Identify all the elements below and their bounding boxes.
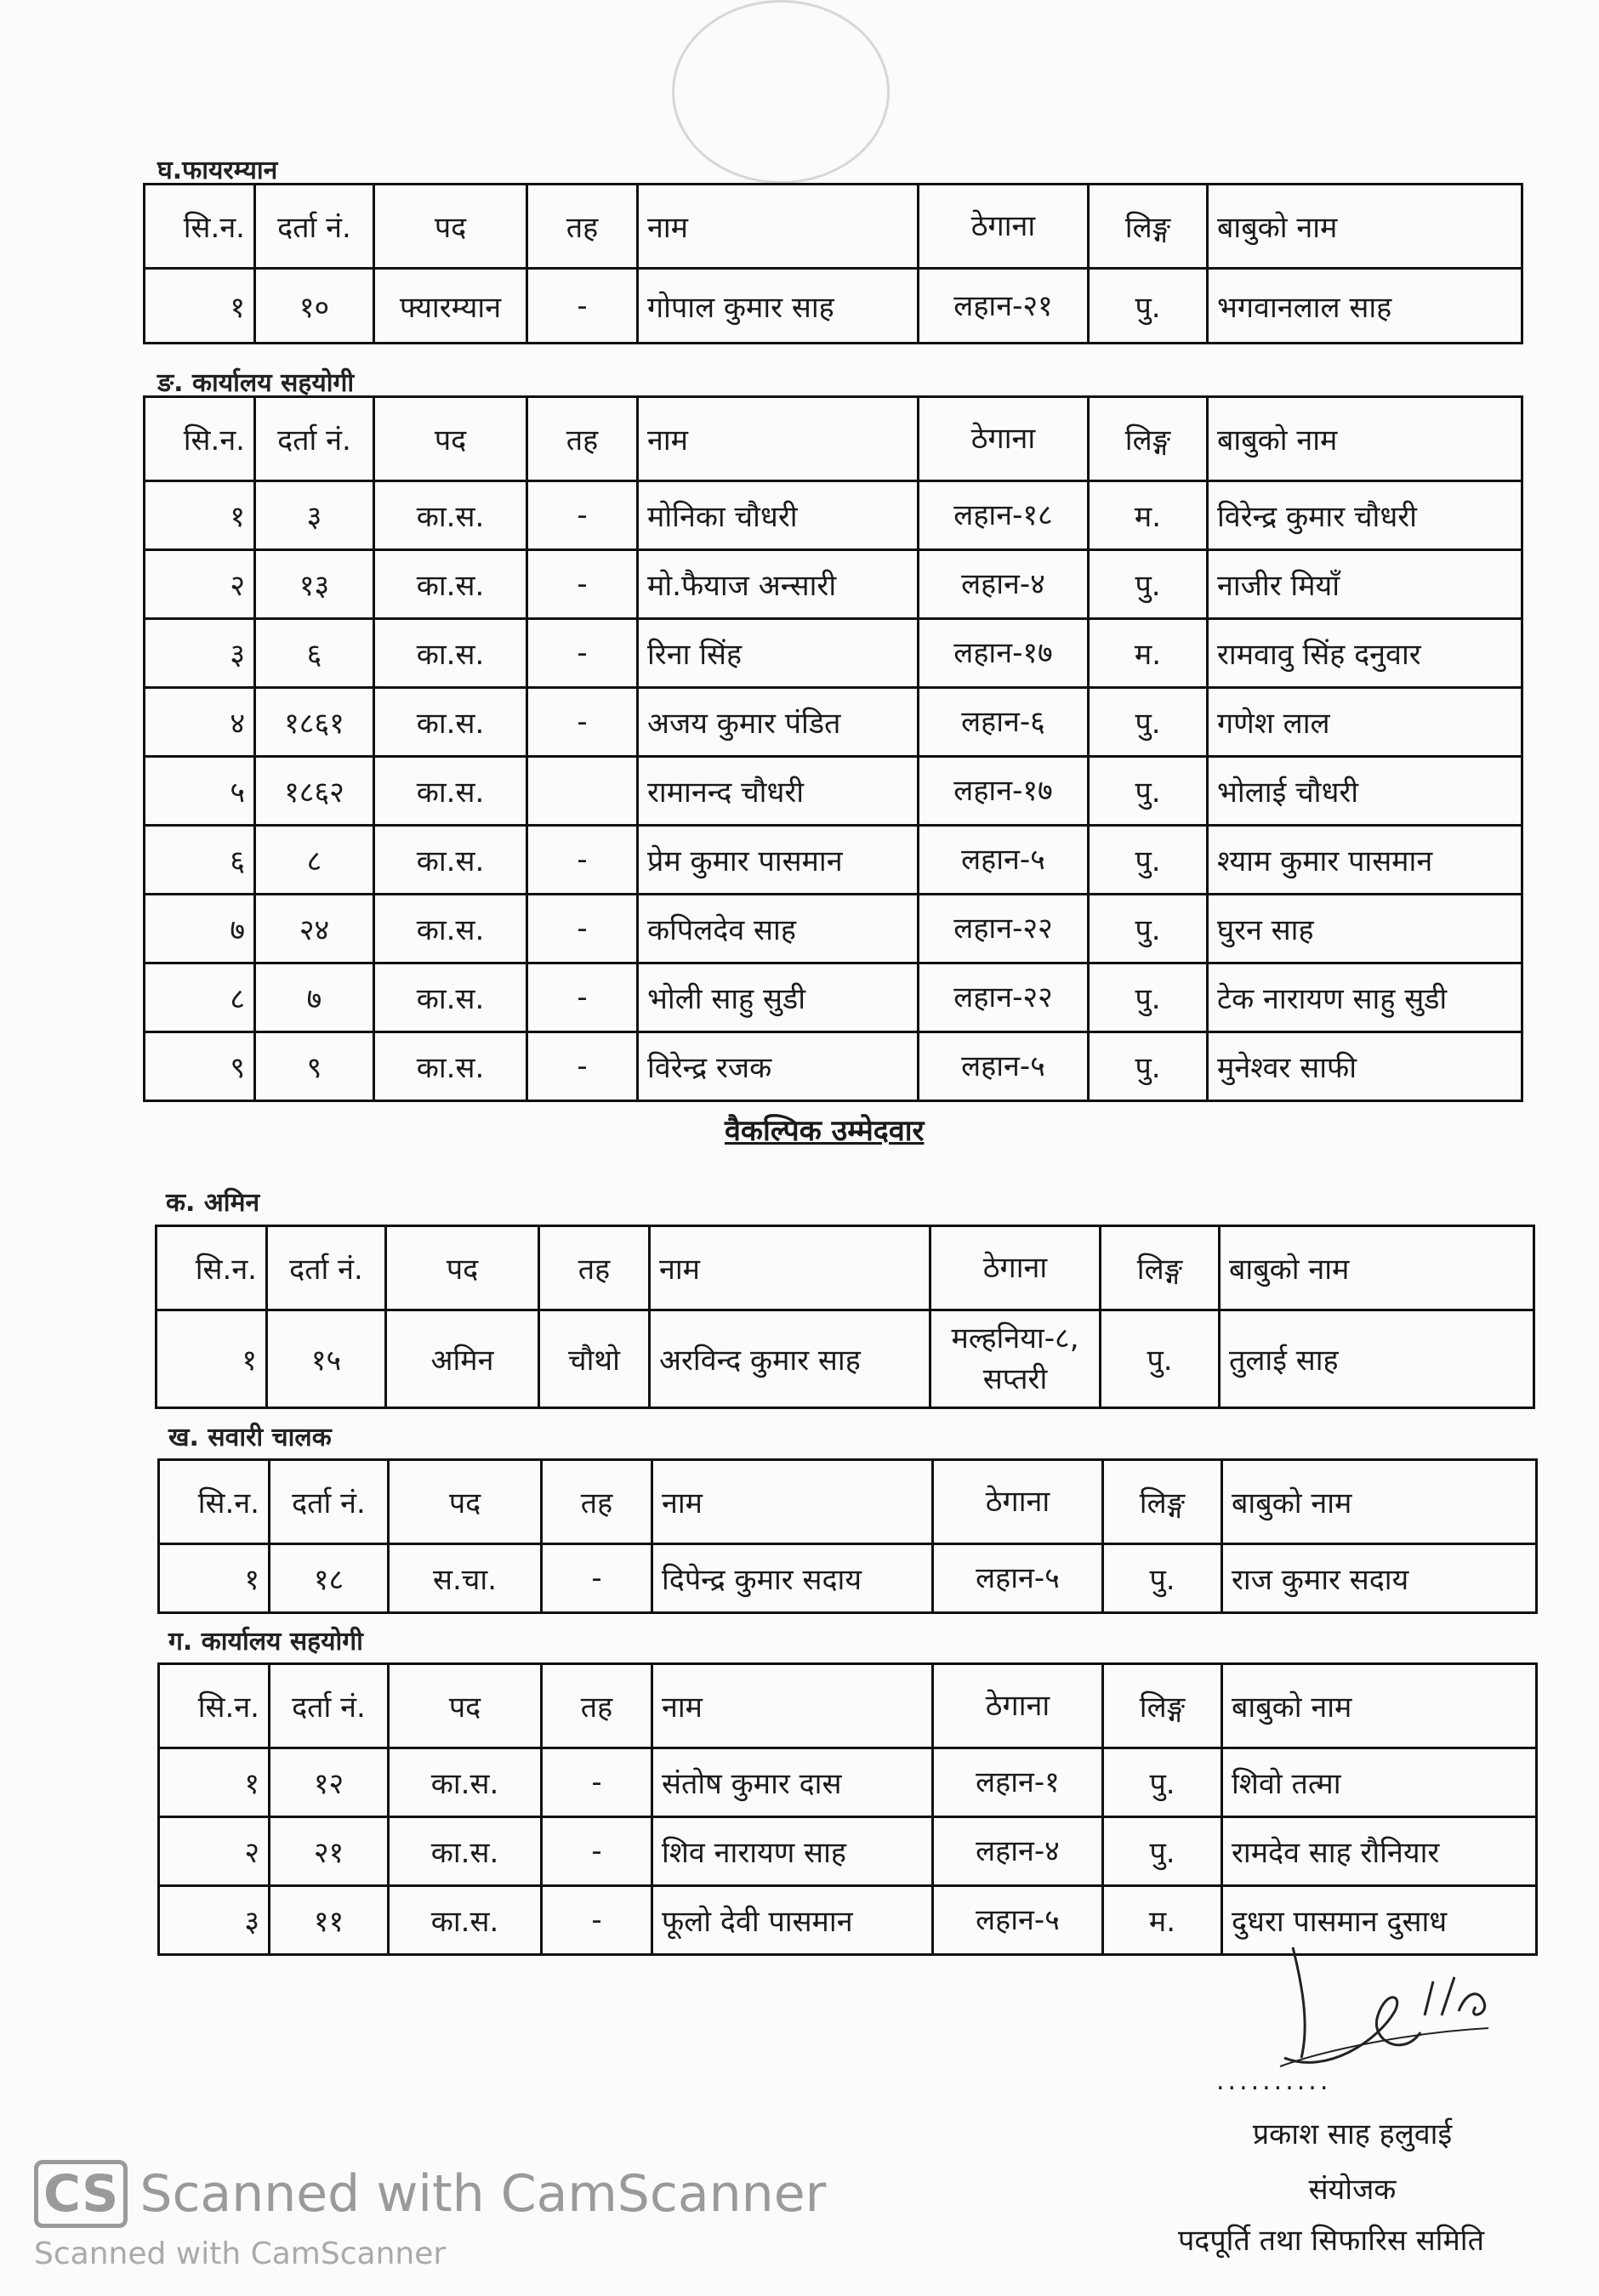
cell-name: अरविन्द कुमार साह <box>650 1310 930 1408</box>
cell-address: लहान-४ <box>933 1817 1103 1886</box>
cell-level: - <box>542 1544 652 1613</box>
cell-name: संतोष कुमार दास <box>652 1748 933 1817</box>
cell-father-name: भोलाई चौधरी <box>1208 757 1522 826</box>
column-header-post: पद <box>389 1460 542 1544</box>
cell-registration-number: १० <box>255 269 374 344</box>
cell-address: लहान-५ <box>919 1032 1089 1101</box>
table-header-row <box>159 1460 1537 1544</box>
cell-name: दिपेन्द्र कुमार सदाय <box>652 1544 933 1613</box>
signatory-name: प्रकाश साह हलुवाई <box>1252 2117 1453 2151</box>
cell-post: फ्यारम्यान <box>374 269 527 344</box>
table-row <box>159 1748 1537 1817</box>
cell-name: रामानन्द चौधरी <box>638 757 919 826</box>
cell-father-name: रामदेव साह रौनियार <box>1222 1817 1537 1886</box>
table-header-row <box>145 185 1522 269</box>
column-header-level: तह <box>542 1460 652 1544</box>
table-row <box>156 1310 1534 1408</box>
table-row <box>145 619 1522 688</box>
cell-serial-number: २ <box>145 550 255 619</box>
cell-gender: पु. <box>1101 1310 1220 1408</box>
cell-serial-number: १ <box>145 269 255 344</box>
cell-name: भोली साहु सुडी <box>638 963 919 1032</box>
cell-father-name: रामवावु सिंह दनुवार <box>1208 619 1522 688</box>
cell-post: का.स. <box>374 757 527 826</box>
cell-serial-number: ७ <box>145 895 255 963</box>
column-header-level: तह <box>539 1226 650 1310</box>
cell-address: लहान-४ <box>919 550 1089 619</box>
table-header-row <box>159 1664 1537 1748</box>
cell-address: लहान-१७ <box>919 619 1089 688</box>
camscanner-watermark-small: Scanned with CamScanner <box>34 2236 447 2271</box>
cell-post: का.स. <box>389 1817 542 1886</box>
column-header-gender: लिङ्ग <box>1103 1664 1222 1748</box>
cell-father-name: टेक नारायण साहु सुडी <box>1208 963 1522 1032</box>
column-header-address: ठेगाना <box>933 1664 1103 1748</box>
cell-gender: पु. <box>1089 963 1208 1032</box>
section-title-driver: ख. सवारी चालक <box>168 1423 332 1452</box>
cell-serial-number: १ <box>145 481 255 550</box>
cell-post: स.चा. <box>389 1544 542 1613</box>
cell-gender: पु. <box>1089 1032 1208 1101</box>
column-header-post: पद <box>389 1664 542 1748</box>
cell-serial-number: ८ <box>145 963 255 1032</box>
table-row <box>145 481 1522 550</box>
cell-address: लहान-५ <box>919 826 1089 895</box>
cell-serial-number: ५ <box>145 757 255 826</box>
column-header-father-name: बाबुको नाम <box>1208 397 1522 481</box>
cell-gender: पु. <box>1089 550 1208 619</box>
cell-level <box>527 757 638 826</box>
cell-registration-number: १८६१ <box>255 688 374 757</box>
table-row <box>145 1032 1522 1101</box>
cell-address: लहान-२१ <box>919 269 1089 344</box>
cell-gender: पु. <box>1089 757 1208 826</box>
cell-name: कपिलदेव साह <box>638 895 919 963</box>
column-header-name: नाम <box>650 1226 930 1310</box>
faded-stamp <box>672 0 890 184</box>
cell-father-name: श्याम कुमार पासमान <box>1208 826 1522 895</box>
cell-gender: पु. <box>1103 1817 1222 1886</box>
firefighter-table <box>143 183 1523 344</box>
table-row <box>159 1817 1537 1886</box>
cell-registration-number: १८६२ <box>255 757 374 826</box>
cell-serial-number: ९ <box>145 1032 255 1101</box>
column-header-registration-number: दर्ता नं. <box>270 1460 389 1544</box>
table-row <box>145 269 1522 344</box>
column-header-serial-number: सि.न. <box>145 185 255 269</box>
section-title-alt-office-assistant: ग. कार्यालय सहयोगी <box>168 1627 363 1657</box>
cell-post: का.स. <box>374 550 527 619</box>
column-header-gender: लिङ्ग <box>1103 1460 1222 1544</box>
column-header-father-name: बाबुको नाम <box>1220 1226 1534 1310</box>
column-header-level: तह <box>527 397 638 481</box>
cell-serial-number: ३ <box>145 619 255 688</box>
cell-name: विरेन्द्र रजक <box>638 1032 919 1101</box>
cell-gender: पु. <box>1103 1748 1222 1817</box>
cell-post: का.स. <box>374 688 527 757</box>
cell-name: मो.फैयाज अन्सारी <box>638 550 919 619</box>
cell-level: चौथो <box>539 1310 650 1408</box>
cell-level: - <box>527 550 638 619</box>
cell-father-name: दुधरा पासमान दुसाध <box>1222 1886 1537 1955</box>
cell-name: रिना सिंह <box>638 619 919 688</box>
cell-father-name: विरेन्द्र कुमार चौधरी <box>1208 481 1522 550</box>
cell-name: गोपाल कुमार साह <box>638 269 919 344</box>
table-row <box>145 826 1522 895</box>
column-header-father-name: बाबुको नाम <box>1208 185 1522 269</box>
table-row <box>145 963 1522 1032</box>
cell-father-name: मुनेश्वर साफी <box>1208 1032 1522 1101</box>
cell-father-name: गणेश लाल <box>1208 688 1522 757</box>
cell-serial-number: १ <box>159 1544 270 1613</box>
cell-name: प्रेम कुमार पासमान <box>638 826 919 895</box>
table-row <box>145 550 1522 619</box>
cell-level: - <box>527 619 638 688</box>
column-header-registration-number: दर्ता नं. <box>267 1226 386 1310</box>
column-header-address: ठेगाना <box>919 185 1089 269</box>
cell-father-name: घुरन साह <box>1208 895 1522 963</box>
camscanner-logo: CS <box>34 2160 128 2228</box>
alt-office-assistant-table <box>157 1662 1538 1956</box>
cell-level: - <box>527 1032 638 1101</box>
alternate-candidates-heading: वैकल्पिक उम्मेदवार <box>725 1114 925 1148</box>
cell-registration-number: १८ <box>270 1544 389 1613</box>
column-header-level: तह <box>527 185 638 269</box>
cell-post: का.स. <box>374 619 527 688</box>
driver-table <box>157 1458 1538 1614</box>
cell-father-name: शिवो तत्मा <box>1222 1748 1537 1817</box>
column-header-registration-number: दर्ता नं. <box>270 1664 389 1748</box>
cell-registration-number: ३ <box>255 481 374 550</box>
column-header-name: नाम <box>652 1460 933 1544</box>
cell-post: का.स. <box>374 895 527 963</box>
cell-address: लहान-१७ <box>919 757 1089 826</box>
cell-gender: पु. <box>1089 895 1208 963</box>
cell-serial-number: ३ <box>159 1886 270 1955</box>
cell-post: का.स. <box>374 1032 527 1101</box>
column-header-gender: लिङ्ग <box>1089 397 1208 481</box>
cell-registration-number: १५ <box>267 1310 386 1408</box>
cell-post: का.स. <box>374 481 527 550</box>
cell-serial-number: १ <box>156 1310 267 1408</box>
column-header-father-name: बाबुको नाम <box>1222 1664 1537 1748</box>
signature-dots: .......... <box>1216 2066 1332 2096</box>
office-assistant-table <box>143 395 1523 1102</box>
cell-level: - <box>542 1748 652 1817</box>
cell-father-name: नाजीर मियाँ <box>1208 550 1522 619</box>
cell-address: लहान-५ <box>933 1544 1103 1613</box>
cell-registration-number: ८ <box>255 826 374 895</box>
cell-level: - <box>527 895 638 963</box>
table-header-row <box>156 1226 1534 1310</box>
cell-level: - <box>527 826 638 895</box>
cell-name: फूलो देवी पासमान <box>652 1886 933 1955</box>
column-header-address: ठेगाना <box>933 1460 1103 1544</box>
cell-address: लहान-५ <box>933 1886 1103 1955</box>
cell-gender: म. <box>1103 1886 1222 1955</box>
cell-level: - <box>527 963 638 1032</box>
committee-name: पदपूर्ति तथा सिफारिस समिति <box>1177 2224 1484 2258</box>
cell-level: - <box>527 481 638 550</box>
amin-table <box>155 1225 1535 1409</box>
column-header-registration-number: दर्ता नं. <box>255 397 374 481</box>
watermark-text: Scanned with CamScanner <box>139 2164 827 2224</box>
cell-registration-number: २४ <box>255 895 374 963</box>
table-row <box>145 688 1522 757</box>
cell-registration-number: २१ <box>270 1817 389 1886</box>
cell-gender: पु. <box>1089 269 1208 344</box>
cell-address: लहान-२२ <box>919 895 1089 963</box>
cell-registration-number: ९ <box>255 1032 374 1101</box>
column-header-serial-number: सि.न. <box>159 1460 270 1544</box>
cell-address: लहान-६ <box>919 688 1089 757</box>
cell-serial-number: १ <box>159 1748 270 1817</box>
column-header-level: तह <box>542 1664 652 1748</box>
column-header-post: पद <box>374 185 527 269</box>
column-header-name: नाम <box>638 397 919 481</box>
cell-registration-number: ६ <box>255 619 374 688</box>
table-row <box>145 757 1522 826</box>
table-row <box>159 1544 1537 1613</box>
cell-address: मल्हनिया-८, सप्तरी <box>930 1310 1101 1408</box>
cell-father-name: राज कुमार सदाय <box>1222 1544 1537 1613</box>
column-header-serial-number: सि.न. <box>156 1226 267 1310</box>
column-header-name: नाम <box>638 185 919 269</box>
column-header-address: ठेगाना <box>919 397 1089 481</box>
cell-address: लहान-१८ <box>919 481 1089 550</box>
column-header-registration-number: दर्ता नं. <box>255 185 374 269</box>
table-header-row <box>145 397 1522 481</box>
cell-registration-number: १३ <box>255 550 374 619</box>
cell-post: का.स. <box>374 826 527 895</box>
cell-gender: म. <box>1089 619 1208 688</box>
cell-serial-number: ४ <box>145 688 255 757</box>
cell-name: अजय कुमार पंडित <box>638 688 919 757</box>
cell-post: अमिन <box>386 1310 539 1408</box>
cell-gender: पु. <box>1089 688 1208 757</box>
cell-father-name: तुलाई साह <box>1220 1310 1534 1408</box>
cell-address: लहान-२२ <box>919 963 1089 1032</box>
cell-gender: म. <box>1089 481 1208 550</box>
cell-serial-number: ६ <box>145 826 255 895</box>
column-header-serial-number: सि.न. <box>159 1664 270 1748</box>
cell-level: - <box>527 269 638 344</box>
column-header-gender: लिङ्ग <box>1101 1226 1220 1310</box>
cell-level: - <box>527 688 638 757</box>
section-title-amin: क. अमिन <box>166 1188 260 1218</box>
cell-registration-number: ११ <box>270 1886 389 1955</box>
cell-serial-number: २ <box>159 1817 270 1886</box>
column-header-address: ठेगाना <box>930 1226 1101 1310</box>
column-header-gender: लिङ्ग <box>1089 185 1208 269</box>
cell-post: का.स. <box>374 963 527 1032</box>
cell-address: लहान-१ <box>933 1748 1103 1817</box>
column-header-name: नाम <box>652 1664 933 1748</box>
cell-name: शिव नारायण साह <box>652 1817 933 1886</box>
cell-gender: पु. <box>1103 1544 1222 1613</box>
table-row <box>145 895 1522 963</box>
cell-registration-number: ७ <box>255 963 374 1032</box>
cell-registration-number: १२ <box>270 1748 389 1817</box>
cell-father-name: भगवानलाल साह <box>1208 269 1522 344</box>
column-header-serial-number: सि.न. <box>145 397 255 481</box>
cell-post: का.स. <box>389 1748 542 1817</box>
column-header-post: पद <box>374 397 527 481</box>
cell-level: - <box>542 1886 652 1955</box>
section-title-office-assistant: ङ. कार्यालय सहयोगी <box>157 368 355 398</box>
cell-gender: पु. <box>1089 826 1208 895</box>
cell-name: मोनिका चौधरी <box>638 481 919 550</box>
signatory-role: संयोजक <box>1308 2173 1397 2207</box>
column-header-post: पद <box>386 1226 539 1310</box>
camscanner-watermark <box>34 2160 826 2228</box>
cell-post: का.स. <box>389 1886 542 1955</box>
cell-level: - <box>542 1817 652 1886</box>
section-title-firefighter: घ.फायरम्यान <box>157 156 278 185</box>
column-header-father-name: बाबुको नाम <box>1222 1460 1537 1544</box>
